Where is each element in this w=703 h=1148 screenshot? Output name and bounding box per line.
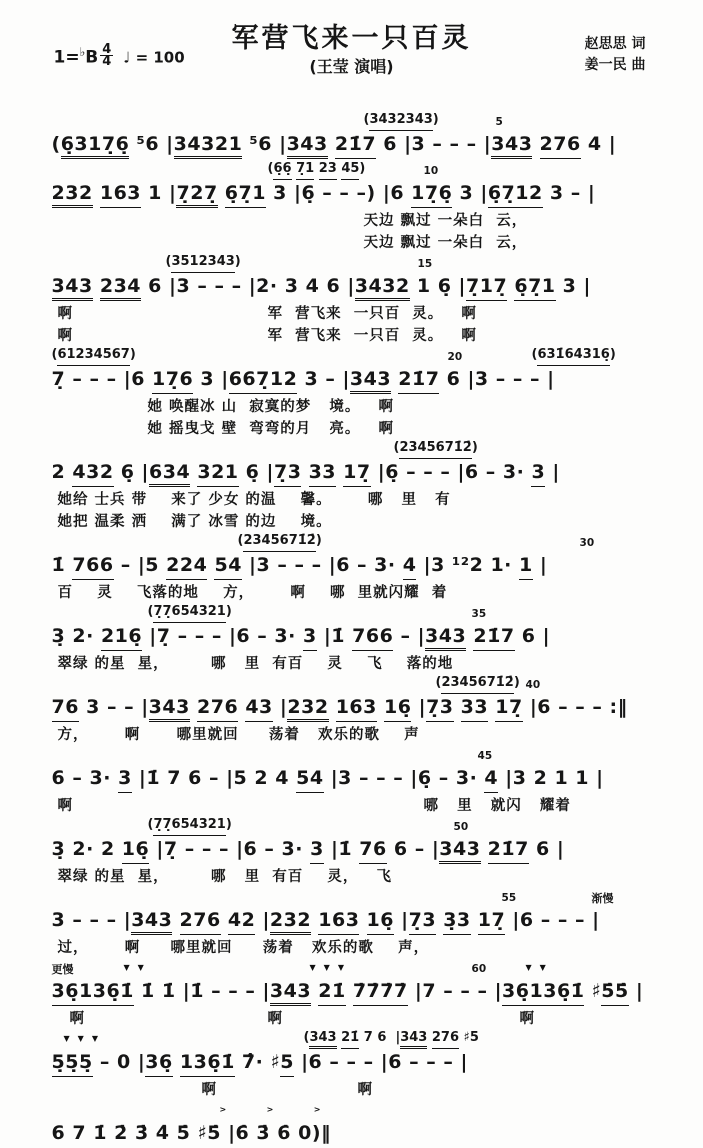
measure-number: 60 [471, 963, 487, 975]
notation-line: 6 7 1 2 3 4 5 ♯5 |6 3 6 0)‖ [51, 1122, 332, 1144]
ornament-annotation: (23456712) [238, 533, 322, 548]
lyrics-row-1 [52, 864, 652, 886]
lyrics-row-1 [52, 651, 652, 673]
articulation-marks: ▼▼▼ [63, 1034, 106, 1043]
score-system-7 [52, 604, 652, 673]
measure-number: 50 [453, 821, 469, 833]
lyrics-row-1 [52, 580, 652, 602]
articulation-marks: ▼▼▼ [309, 963, 352, 972]
lyrics-row-1 [52, 935, 652, 957]
notation-line: 361361 1 1 |1 – – – |343 21 7777 |7 – – – |361361 ♯55 | [52, 976, 652, 1006]
score-header [52, 10, 652, 112]
lyrics-row-1 [52, 1077, 652, 1099]
annotation-row [52, 1030, 652, 1047]
score-system-14 [52, 1101, 652, 1148]
ornament-annotation: (3432343) [364, 112, 439, 127]
tempo-marking: ♩ = 100 [123, 48, 185, 67]
notation-line: 3 2· 2 16 |7 – – – |6 – 3· 3 |1 76 6 – |343 217 6 | [52, 834, 652, 864]
measure-number: 20 [447, 351, 463, 363]
ornament-annotation: (66 71 23 45) [268, 161, 366, 176]
annotation-row [52, 1101, 652, 1118]
measure-number: 30 [579, 537, 595, 549]
notation-line: 7 – – – |6 176 3 |66712 3 – |343 217 6 |3 – – – | [52, 364, 652, 394]
lyrics-segment: 啊 [57, 328, 73, 344]
lyrics-segment: 她 唤醒冰 山 寂寞的梦 境。 啊 [147, 399, 394, 415]
measure-number: 45 [477, 750, 493, 762]
annotation-row [52, 817, 652, 834]
score-system-3 [52, 254, 652, 345]
notation-line: 343 234 6 |3 – – – |2· 3 4 6 |3432 1 6 |717 671 3 | [52, 271, 652, 301]
lyrics-row-1 [52, 208, 652, 230]
measure-number: 55 [501, 892, 517, 904]
lyrics-row-1 [52, 793, 652, 815]
credits [585, 34, 646, 76]
annotation-row [52, 161, 652, 178]
annotation-row [52, 746, 652, 763]
annotation-row [52, 347, 652, 364]
lyrics-segment: 她把 温柔 洒 满了 冰雪 的边 境。 [57, 514, 332, 530]
ornament-annotation: (77654321) [148, 604, 232, 619]
ornament-annotation: (23456712) [394, 440, 478, 455]
articulation-marks: ▼▼ [525, 963, 554, 972]
ornament-annotation: (23456712) [436, 675, 520, 690]
lyrics-row-2 [52, 230, 652, 252]
score-sheet [52, 0, 652, 1148]
lyrics-segment: 她给 士兵 带 来了 少女 的温 馨。 哪 里 有 [57, 492, 451, 508]
measure-number: 10 [423, 165, 439, 177]
lyrics-segment: 军 营飞来 一只百 灵。 啊 [267, 306, 477, 322]
lyrics-segment: 她 摇曳戈 壁 弯弯的月 亮。 啊 [147, 421, 394, 437]
notation-line: 232 163 1 |727 671 3 |6 – – –) |6 176 3 |6712 3 – | [52, 178, 652, 208]
lyrics-segment: 方， 啊 哪里就回 荡着 欢乐的歌 声 [57, 727, 420, 743]
articulation-marks: > > > [219, 1105, 329, 1114]
lyrics-segment: 啊 [57, 306, 73, 322]
score-system-1 [52, 112, 652, 159]
flat-sign-icon: ♭ [79, 44, 86, 59]
notation-line: 2 432 6 |634 321 6 |73 33 17 |6 – – – |6 – 3· 3 | [52, 457, 652, 487]
score-body [52, 112, 652, 1148]
notation-line: 3 2· 216 |7 – – – |6 – 3· 3 |1 766 – |343 217 6 | [52, 621, 652, 651]
measure-number: 5 [495, 116, 503, 128]
song-title: 军营飞来一只百灵 [231, 23, 472, 54]
lyrics-row-2 [52, 323, 652, 345]
lyrics-segment: 百 灵 飞落的地 方， 啊 哪 里就闪耀 着 [57, 585, 448, 601]
lyrics-segment: 天边 飘过 一朵白 云， [363, 235, 528, 251]
key-signature: 1=♭B $\frac{4}{4}$ ♩ = 100 [53, 42, 185, 69]
lyrics-row-2 [52, 416, 652, 438]
lyrics-segment: 天边 飘过 一朵白 云， [363, 213, 528, 229]
notation-line: 6 – 3· 3 |1 7 6 – |5 2 4 54 |3 – – – |6 – 3· 4 |3 2 1 1 | [52, 763, 652, 793]
measure-number: 渐慢 [591, 892, 614, 905]
annotation-row [52, 675, 652, 692]
measure-number: 更慢 [51, 963, 74, 976]
ornament-annotation: (61234567) [52, 347, 136, 362]
notation-line: 555 – 0 |36 1361 7· ♯5 |6 – – – |6 – – – | [52, 1047, 652, 1077]
lyrics-segment: 翠绿 的星 星， 哪 里 有百 灵， 飞 [57, 869, 393, 885]
annotation-row [52, 254, 652, 271]
lyrics-row-1 [52, 487, 652, 509]
annotation-row [52, 440, 652, 457]
lyrics-row-2 [52, 509, 652, 531]
measure-number: 40 [525, 679, 541, 691]
ornament-annotation: (343 21 7 6 |343 276 ♯5 [304, 1030, 479, 1045]
lyrics-segment: 啊 [357, 1082, 373, 1098]
score-system-10 [52, 817, 652, 886]
score-system-9 [52, 746, 652, 815]
notation-line: 3 – – – |343 276 42 |232 163 16 |73 33 17 |6 – – – | [52, 905, 652, 935]
notation-line: (63176 ⁵6 |34321 ⁵6 |343 217 6 |3 – – – |343 276 4 | [52, 129, 652, 159]
performer-subtitle: (王莹 演唱) [309, 57, 394, 76]
annotation-row [52, 112, 652, 129]
time-signature: $\frac{4}{4}$ [102, 42, 112, 69]
score-system-8 [52, 675, 652, 744]
annotation-row [52, 888, 652, 905]
annotation-row [52, 959, 652, 976]
lyrics-segment: 啊 [519, 1011, 535, 1027]
ornament-annotation: (3512343) [166, 254, 241, 269]
score-system-13 [52, 1030, 652, 1099]
lyrics-row-1 [52, 301, 652, 323]
lyrics-segment: 过， 啊 哪里就回 荡着 欢乐的歌 声， [57, 940, 430, 956]
annotation-row [52, 533, 652, 550]
measure-number: 35 [471, 608, 487, 620]
lyrics-row-1 [52, 722, 652, 744]
score-system-2 [52, 161, 652, 252]
composer-credit: 姜一民 曲 [584, 57, 646, 73]
lyricist-credit: 赵思思 词 [584, 36, 646, 52]
score-system-6 [52, 533, 652, 602]
lyrics-row-1 [52, 1006, 652, 1028]
measure-number: 15 [417, 258, 433, 270]
score-system-5 [52, 440, 652, 531]
score-system-12 [52, 959, 652, 1028]
annotation-row [52, 604, 652, 621]
score-system-4 [52, 347, 652, 438]
lyrics-segment: 哪 里 就闪 耀着 [423, 798, 571, 814]
lyrics-segment: 啊 [57, 798, 73, 814]
lyrics-segment: 啊 [267, 1011, 283, 1027]
ornament-annotation: (63164316) [532, 347, 616, 362]
lyrics-segment: 军 营飞来 一只百 灵。 啊 [267, 328, 477, 344]
score-system-11 [52, 888, 652, 957]
articulation-marks: ▼▼ [123, 963, 152, 972]
notation-line: 1 766 – |5 224 54 |3 – – – |6 – 3· 4 |3 ¹²2 1· 1 | [52, 550, 652, 580]
lyrics-row-1 [52, 394, 652, 416]
ornament-annotation: (77654321) [148, 817, 232, 832]
lyrics-segment: 啊 [69, 1011, 85, 1027]
notation-line: 76 3 – – |343 276 43 |232 163 16 |73 33 17 |6 – – – :‖ [52, 692, 652, 722]
lyrics-segment: 啊 [201, 1082, 217, 1098]
lyrics-segment: 翠绿 的星 星， 哪 里 有百 灵 飞 落的地 [57, 656, 454, 672]
